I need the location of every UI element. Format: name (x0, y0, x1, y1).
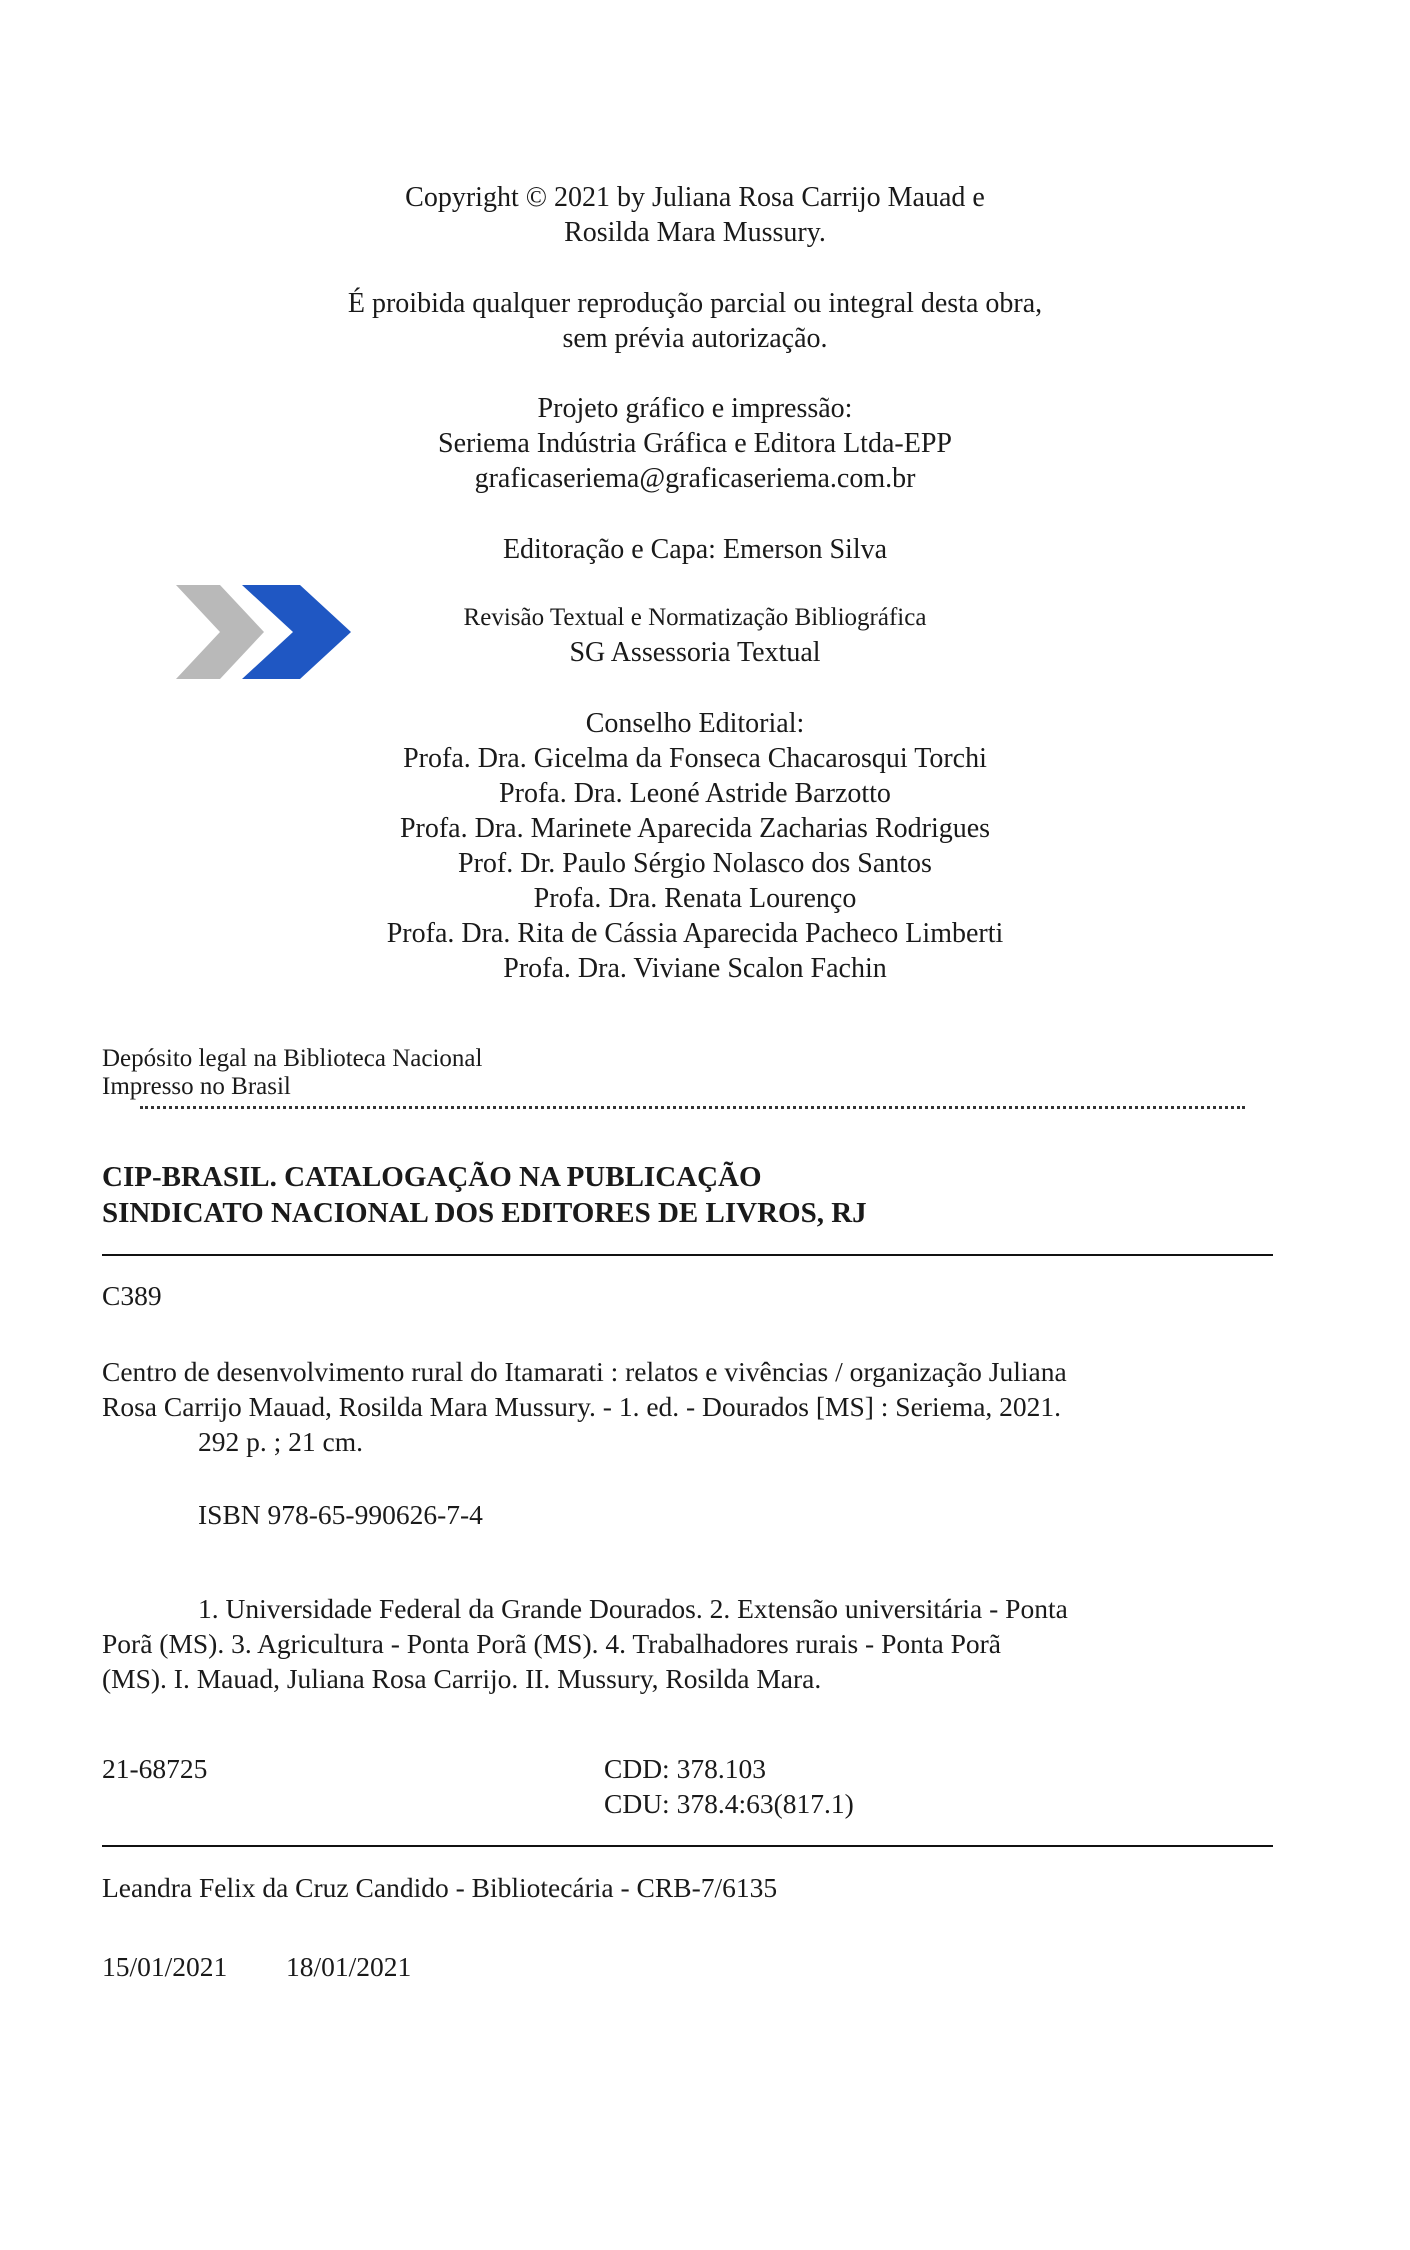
revision-company: SG Assessoria Textual (569, 637, 821, 668)
subjects-line-1: 1. Universidade Federal da Grande Dourados. 2. Extensão universitária - Ponta (198, 1593, 1068, 1624)
cip-title-line-2: SINDICATO NACIONAL DOS EDITORES DE LIVROS, RJ (102, 1197, 867, 1229)
cdu-classification: CDU: 378.4:63(817.1) (604, 1788, 854, 1819)
rights-line-2: sem prévia autorização. (562, 323, 828, 354)
copyright-line-1: Copyright © 2021 by Juliana Rosa Carrijo Mauad e (405, 182, 985, 213)
board-member: Profa. Dra. Viviane Scalon Fachin (503, 953, 887, 984)
board-member: Profa. Dra. Marinete Aparecida Zacharias Rodrigues (399, 813, 991, 844)
catalog-date-1: 15/01/2021 (102, 1951, 228, 1982)
catalog-entry-line-2: Rosa Carrijo Mauad, Rosilda Mara Mussury. - 1. ed. - Dourados [MS] : Seriema, 2021. (102, 1391, 1062, 1422)
call-number: C389 (102, 1280, 162, 1311)
copyright-line-2: Rosilda Mara Mussury. (564, 217, 826, 248)
layout-cover-credit: Editoração e Capa: Emerson Silva (502, 534, 888, 565)
revision-label: Revisão Textual e Normatização Bibliográfica (463, 604, 927, 631)
dotted-separator (140, 1106, 1245, 1109)
rights-line-1: É proibida qualquer reprodução parcial ou integral desta obra, (347, 288, 1043, 319)
cdd-classification: CDD: 378.103 (604, 1753, 766, 1784)
board-member: Profa. Dra. Gicelma da Fonseca Chacarosqui Torchi (403, 743, 987, 774)
catalog-date-2: 18/01/2021 (286, 1951, 412, 1982)
isbn: ISBN 978-65-990626-7-4 (198, 1499, 483, 1530)
librarian-credit: Leandra Felix da Cruz Candido - Bibliotecária - CRB-7/6135 (102, 1872, 778, 1903)
board-member: Profa. Dra. Leoné Astride Barzotto (499, 778, 891, 809)
cip-title-line-1: CIP-BRASIL. CATALOGAÇÃO NA PUBLICAÇÃO (102, 1161, 762, 1193)
cip-top-rule (102, 1254, 1273, 1256)
printer-name: Seriema Indústria Gráfica e Editora Ltda-EPP (438, 428, 952, 459)
board-member: Prof. Dr. Paulo Sérgio Nolasco dos Santos (458, 848, 932, 879)
record-number: 21-68725 (102, 1753, 208, 1784)
design-label: Projeto gráfico e impressão: (537, 393, 853, 424)
printed-in-line: Impresso no Brasil (102, 1073, 291, 1100)
cip-bottom-rule (102, 1845, 1273, 1847)
board-member: Profa. Dra. Renata Lourenço (533, 883, 857, 914)
physical-description: 292 p. ; 21 cm. (198, 1426, 363, 1457)
board-member: Profa. Dra. Rita de Cássia Aparecida Pacheco Limberti (386, 918, 1004, 949)
subjects-line-3: (MS). I. Mauad, Juliana Rosa Carrijo. II. Mussury, Rosilda Mara. (102, 1663, 822, 1694)
editorial-board-label: Conselho Editorial: (585, 708, 805, 739)
catalog-entry-line-1: Centro de desenvolvimento rural do Itamarati : relatos e vivências / organização Juliana (102, 1356, 1067, 1387)
subjects-line-2: Porã (MS). 3. Agricultura - Ponta Porã (MS). 4. Trabalhadores rurais - Ponta Porã (102, 1628, 1001, 1659)
legal-deposit-line: Depósito legal na Biblioteca Nacional (102, 1045, 483, 1072)
printer-email: graficaseriema@graficaseriema.com.br (474, 463, 916, 494)
